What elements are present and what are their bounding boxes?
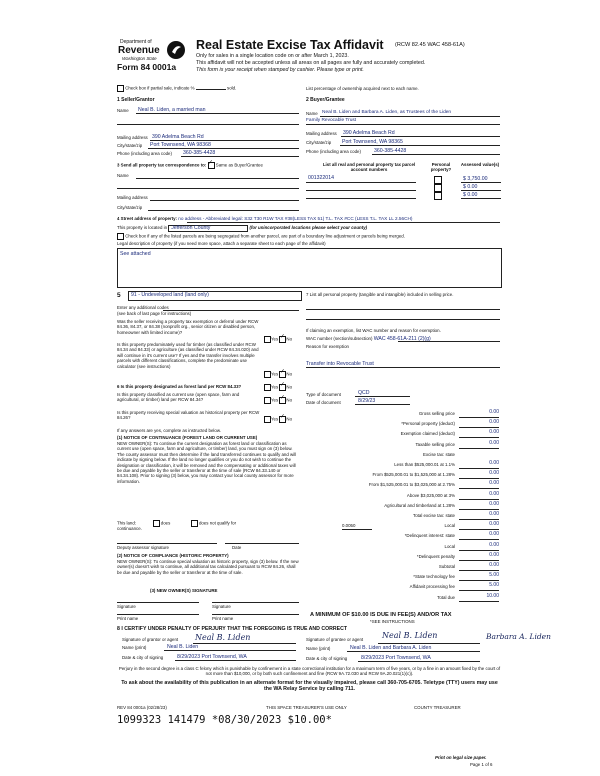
personal-property-heading: 7 List all personal property (tangible and intangible) included in selling price.	[306, 292, 454, 297]
exemption-no-checkbox[interactable]	[279, 336, 286, 343]
street-label: 4 Street address of property:	[117, 216, 178, 221]
calc-label: *Delinquent penalty	[416, 553, 455, 559]
calc-label: Agricultural and timberland at 1.28%	[384, 502, 455, 508]
segregated-checkbox[interactable]	[117, 233, 124, 240]
buyer-phone-label: Phone (including area code)	[306, 149, 361, 154]
owner-signature-label-2: Signature	[212, 604, 231, 609]
reason-field[interactable]: Transfer into Revocable Trust	[306, 361, 374, 367]
subtitle-1: Only for sales in a single location code on or after March 1, 2023.	[196, 53, 349, 59]
title-citation: (RCW 82.45 WAC 458-61A)	[395, 42, 465, 48]
list-pct-note: List percentage of ownership acquired next to each name.	[306, 86, 419, 91]
see-back-note: (see back of last page for instructions)	[117, 311, 192, 316]
wac-label: WAC number (section/subsection)	[306, 336, 373, 341]
calc-row	[306, 420, 499, 429]
forest-yes-checkbox[interactable]	[264, 384, 271, 391]
calc-row	[306, 522, 499, 531]
seller-phone-field[interactable]: 360-385-4428	[183, 150, 216, 156]
owner-print-name-label: Print name	[117, 616, 139, 621]
parcel-number-field[interactable]: 001322014	[308, 175, 334, 181]
no-label: No	[286, 397, 293, 403]
calc-row	[306, 502, 499, 511]
located-label: This property is located in	[117, 225, 168, 230]
county-treasurer-label: COUNTY TREASURER	[414, 705, 461, 710]
yes-label: Yes	[271, 371, 279, 377]
located-row	[117, 225, 367, 232]
calc-label: Above $3,025,000 at 3%	[406, 492, 455, 498]
subtitle-3: This form is your receipt when stamped by cashier. Please type or print.	[196, 67, 364, 73]
cashier-stamp: 1099323 141479 *08/30/2023 $10.00*	[117, 714, 332, 726]
street-field[interactable]: no address - Abbreviated legal: S32 T30 R1W TAX #38(LESS TAX 51) T.L. TAX #CC (LESS T.L. TAX LL 2.56CH)	[178, 216, 413, 221]
calc-label: *State technology fee	[413, 574, 455, 580]
calc-label: Total excise tax: state	[413, 513, 455, 518]
seller-city-field[interactable]: Port Townsend, WA 98368	[150, 142, 211, 148]
yes-label: Yes	[271, 397, 279, 403]
calc-value-field[interactable]: 0.00	[459, 512, 499, 520]
calc-row	[306, 594, 499, 603]
calc-label: *Personal property (deduct)	[401, 421, 455, 427]
calc-value-field[interactable]: 0.00	[459, 543, 499, 551]
current-use-yes-no	[264, 397, 292, 404]
segregated-row	[117, 233, 502, 240]
calc-row	[306, 553, 499, 562]
does-qualify-checkbox[interactable]	[153, 520, 160, 527]
print-legal-note: Print on legal size paper.	[435, 755, 487, 760]
forest-land-question: 6 Is this property designated as forest land per RCW 84.33?	[117, 384, 242, 389]
sold-label: sold.	[227, 85, 237, 91]
grantee-name-field[interactable]: Neal B. Liden and Barbara A. Liden	[350, 645, 432, 651]
timber-question: Is this property predominately used for timber (as classified under RCW 84.34 and 84.33) or agriculture (as classified under RCW 84.34.020) and will continue in it's current use? If yes and the transfer involves multiple parcels with different classifications, complete the predominate use calculator (see instructions)	[117, 342, 259, 369]
partial-sale-label: Check box if partial sale, indicate %	[125, 85, 195, 91]
buyer-city-label: City/state/zip	[306, 140, 332, 145]
page-title: Real Estate Excise Tax Affidavit	[196, 38, 384, 52]
buyer-name-field-2[interactable]: Family Revocable Trust	[306, 118, 357, 123]
no-label: No	[286, 336, 293, 342]
partial-pct-field[interactable]	[196, 89, 226, 90]
notice1-heading: (1) NOTICE OF CONTINUANCE (FOREST LAND OR CURRENT USE)	[117, 435, 258, 440]
grantor-signature[interactable]: Neal B. Liden	[195, 633, 251, 642]
calc-row	[306, 512, 499, 521]
seller-name-label: Name	[117, 108, 129, 113]
buyer-heading: 2 Buyer/Grantee	[306, 97, 345, 103]
doc-date-field[interactable]: 8/29/23	[358, 398, 376, 404]
corr-name-label: Name	[117, 173, 129, 178]
answers-yes-instr: If any answers are yes, complete as instructed below.	[117, 428, 221, 433]
calc-label: Affidavit processing fee	[409, 584, 455, 590]
parcel-col1-header: List all real and personal property tax parcel account numbers	[322, 162, 416, 173]
calc-row	[306, 563, 499, 572]
alt-format-note: To ask about the availability of this publication in an alternate format for the visually impaired, please call 360-705-6705. Teletype (TTY) users may use the WA Relay Service by calling 711.	[121, 680, 498, 692]
calc-label: From $525,000.01 to $1,525,000 at 1.28%	[372, 472, 455, 478]
calc-label: Local	[444, 523, 455, 529]
grantee-date-label: Date & city of signing	[306, 656, 348, 661]
exemption-yes-no	[264, 336, 292, 343]
same-as-buyer-label: Same as Buyer/Grantee	[215, 162, 263, 168]
grantee-date-field[interactable]: 8/29/2023 Port Townsend, WA	[361, 655, 431, 661]
assessed-value-field[interactable]: $ 3,750.00	[463, 176, 488, 182]
buyer-name-label: Name	[306, 111, 318, 116]
does-label: does	[160, 520, 171, 526]
calc-row	[306, 461, 499, 470]
personal-property-checkbox[interactable]	[434, 176, 442, 184]
timber-yes-no	[264, 371, 292, 378]
calc-row	[306, 543, 499, 552]
notice2-heading: (2) NOTICE OF COMPLIANCE (HISTORIC PROPERTY)	[117, 553, 229, 558]
local-rate-field[interactable]: 0.0050	[342, 523, 372, 529]
calc-value-field[interactable]: 0.00	[459, 471, 499, 479]
calc-value-field[interactable]: 0.00	[459, 430, 499, 438]
exemption-yes-checkbox[interactable]	[264, 336, 271, 343]
calc-value-field[interactable]: 10.00	[459, 594, 499, 602]
seller-mailing-field[interactable]: 390 Adelma Beach Rd	[152, 134, 204, 140]
historic-question: Is this property receiving special valuation as historical property per RCW 84.26?	[117, 410, 260, 421]
segregated-label: Check box if any of the listed parcels are being segregated from another parcel, are part of a boundary line adjustment or parcels being merged.	[125, 233, 405, 239]
legal-label: Legal description of property (if you need more space, attach a separate sheet to each page of the affidavit)	[117, 241, 326, 246]
calc-label: Exemption claimed (deduct)	[400, 431, 455, 437]
yes-label: Yes	[271, 416, 279, 422]
calc-label: *Delinquent interest: state	[404, 533, 455, 539]
grantor-date-label: Date & city of signing	[122, 655, 164, 660]
exemption-claim-label: If claiming an exemption, list WAC number and reason for exemption.	[306, 328, 441, 333]
historic-yes-checkbox[interactable]	[264, 416, 271, 423]
calc-row	[306, 583, 499, 592]
current-use-no-checkbox[interactable]	[279, 397, 286, 404]
no-label: No	[286, 384, 293, 390]
calc-label: Less than $525,000.01 at 1.1%	[394, 462, 455, 467]
current-use-yes-checkbox[interactable]	[264, 397, 271, 404]
this-land-label: This land:	[117, 520, 137, 526]
doc-type-label: Type of document	[306, 392, 341, 397]
calc-value-field[interactable]: 5.00	[459, 583, 499, 591]
see-instructions-note: *SEE INSTRUCTIONS	[370, 619, 415, 624]
buyer-mailing-label: Mailing address	[306, 131, 337, 136]
revision-label: REV 84 0001a (02/28/23)	[117, 705, 167, 710]
grantor-name-field[interactable]: Neal B. Liden	[167, 644, 199, 650]
dept-line2: Revenue	[118, 45, 160, 56]
calc-label: Total due	[437, 594, 455, 600]
assessed-value-field[interactable]: $ 0.00	[463, 184, 478, 190]
corr-mailing-label: Mailing address	[117, 195, 148, 200]
calc-row	[306, 441, 499, 450]
legal-description-box[interactable]	[117, 248, 502, 288]
calc-row	[306, 481, 499, 490]
correspondence-row	[117, 162, 263, 169]
calc-label: Excise tax: state	[423, 451, 455, 457]
notice2-body: NEW OWNER(S): To continue special valuation as historic property, sign (3) below. If the new owner(s) doesn't wish to continue, all additional tax calculated pursuant to RCW 84.26, shall be due and payable by the seller or transferor at the time of sale.	[117, 559, 299, 575]
calc-value-field[interactable]: 0.00	[459, 563, 499, 571]
notice1-body: NEW OWNER(S): To continue the current designation as forest land or classification as current use (open space, farm and agriculture, or timber) land, you must sign on (3) below. The county assessor must then determine if the land transferred continues to qualify and will indicate by signing below. If the land no longer qualifies or you do not wish to continue the designation or classification, it will be removed and the compensating or additional taxes will be due and payable by the seller or transferor at the time of sale (RCW 84.33.140 or 84.34.108). Prior to signing (3) below, you may contact your local county assessor for more information.	[117, 441, 297, 484]
forest-no-checkbox[interactable]	[279, 384, 286, 391]
personal-property-checkbox[interactable]	[434, 192, 442, 200]
parcel-col2-header: Personal property?	[430, 162, 452, 173]
no-label: No	[286, 416, 293, 422]
certify-heading: 8 I CERTIFY UNDER PENALTY OF PERJURY THAT THE FOREGOING IS TRUE AND CORRECT	[117, 626, 347, 632]
calc-value-field[interactable]: 0.00	[459, 461, 499, 469]
deputy-sig-label: Deputy assessor signature	[117, 545, 169, 550]
calc-row	[306, 410, 499, 419]
doc-type-field[interactable]: QCD	[358, 390, 370, 396]
page-number: Page 1 of 6	[470, 762, 493, 767]
seller-phone-label: Phone (including area code)	[117, 151, 172, 156]
calc-value-field[interactable]: 0.00	[459, 441, 499, 449]
legal-description-text: See attached	[120, 251, 151, 257]
calc-row	[306, 471, 499, 480]
calc-label: From $1,525,000.01 to $3,025,000 at 2.75%	[368, 482, 455, 488]
minimum-due-note: A MINIMUM OF $10.00 IS DUE IN FEE(S) AND/OR TAX	[310, 612, 452, 618]
historic-yes-no	[264, 416, 292, 423]
grantee-sig-label: Signature of grantee or agent	[306, 637, 364, 642]
subtitle-2: This affidavit will not be accepted unless all areas on all pages are fully and accurately completed.	[196, 60, 426, 66]
buyer-mailing-field[interactable]: 390 Adelma Beach Rd	[343, 130, 395, 136]
form-number: Form 84 0001a	[117, 62, 177, 72]
calc-row	[306, 451, 499, 460]
grantee-signature-2[interactable]: Barbara A. Liden	[486, 632, 551, 641]
calc-value-field[interactable]: 0.00	[459, 502, 499, 510]
calc-row	[306, 430, 499, 439]
dept-line1: Department of	[120, 39, 152, 45]
seller-city-label: City/state/zip	[117, 143, 143, 148]
dor-logo	[118, 40, 188, 80]
wac-field[interactable]: WAC 458-61A-211 (2)(g)	[373, 336, 431, 342]
corr-city-label: City/state/zip	[117, 205, 143, 210]
grantee-name-label: Name (print)	[306, 646, 331, 651]
grantor-sig-label: Signature of grantor or agent	[122, 637, 179, 642]
owner-signature-label: Signature	[117, 604, 136, 609]
buyer-name-field[interactable]: Neal B. Liden and Barbara A. Liden, as Trustees of the Liden	[322, 110, 452, 115]
yes-label: Yes	[271, 336, 279, 342]
no-label: No	[286, 371, 293, 377]
calc-value-field[interactable]: 0.00	[459, 410, 499, 418]
calc-value-field[interactable]: 0.00	[459, 522, 499, 530]
grantor-date-field[interactable]: 8/29/2023 Port Townsend, WA	[177, 654, 247, 660]
calc-label: Local	[444, 543, 455, 549]
timber-no-checkbox[interactable]	[279, 371, 286, 378]
calc-value-field[interactable]: 0.00	[459, 481, 499, 489]
seller-name-field[interactable]: Neal B. Liden, a married man	[138, 107, 206, 113]
additional-codes-label: Enter any additional codes	[117, 305, 169, 310]
owner-print-name-label-2: Print name	[212, 616, 234, 621]
current-use-question: Is this property classified as current use (open space, farm and agricultural, or timber) land per RCW 84.34?	[117, 392, 240, 403]
historic-no-checkbox[interactable]	[279, 416, 286, 423]
correspondence-heading: 3 Send all property tax correspondence to:	[117, 162, 207, 168]
calc-row	[306, 573, 499, 582]
land-use-select[interactable]: 91 - Undeveloped land (land only)	[128, 291, 302, 301]
calc-value-field[interactable]: 0.00	[459, 420, 499, 428]
unincorporated-note: (for unincorporated locations please select your county)	[249, 225, 368, 230]
exemption-question: Was the seller receiving a property tax exemption or deferral under RCW 84.36, 84.37, or 84.38 (nonprofit org., senior citizen or disabled person, homeowner with limited income)?	[117, 319, 259, 335]
calc-value-field[interactable]: 0.00	[459, 492, 499, 500]
partial-sale-row	[117, 85, 236, 92]
calc-value-field[interactable]: 5.00	[459, 573, 499, 581]
grantee-signature[interactable]: Neal B. Liden	[382, 631, 438, 640]
doc-date-label: Date of document	[306, 400, 341, 405]
section5-number: 5	[117, 292, 121, 299]
perjury-note: Perjury in the second degree is a class C felony which is punishable by confinement in a state correctional institution for a maximum term of five years, or by a fine in an amount fixed by the court of not more than $10,000, or by both such confinement and fine (RCW 9A.72.030 and RCW 9A.20.021(1)(c)).	[118, 666, 501, 677]
dept-line3: Washington State	[122, 56, 157, 61]
deputy-date-label: Date	[232, 545, 242, 550]
same-as-buyer-checkbox[interactable]	[208, 162, 215, 169]
does-not-label: does not qualify for	[198, 520, 237, 526]
forest-yes-no	[264, 384, 292, 391]
assessed-value-field[interactable]: $ 0.00	[463, 192, 478, 198]
treasurer-only-label: THIS SPACE TREASURER'S USE ONLY	[266, 705, 347, 710]
street-row	[117, 216, 412, 221]
calc-label: Taxable selling price	[415, 441, 455, 447]
partial-sale-checkbox[interactable]	[117, 85, 124, 92]
calc-label: Subtotal	[438, 564, 455, 569]
calc-row	[306, 532, 499, 541]
personal-property-checkbox[interactable]	[434, 184, 442, 192]
does-not-qualify-checkbox[interactable]	[191, 520, 198, 527]
calc-value-field[interactable]: 0.00	[459, 532, 499, 540]
seller-heading: 1 Seller/Grantor	[117, 97, 155, 103]
timber-yes-checkbox[interactable]	[264, 371, 271, 378]
county-select[interactable]: Jefferson County	[168, 225, 248, 232]
new-owner-sig-heading: (3) NEW OWNER(S) SIGNATURE	[150, 588, 218, 593]
continuance-label: continuance.	[117, 526, 142, 531]
parcel-col3-header: Assessed value(s)	[460, 162, 500, 167]
seller-mailing-label: Mailing address	[117, 135, 148, 140]
reason-label: Reason for exemption	[306, 344, 349, 349]
calc-label: Gross selling price	[418, 411, 455, 416]
buyer-phone-field[interactable]: 360-385-4428	[374, 148, 407, 154]
buyer-city-field[interactable]: Port Townsend, WA 98365	[342, 139, 403, 145]
dor-swoosh-icon	[166, 40, 186, 60]
grantor-name-label: Name (print)	[122, 645, 147, 650]
calc-row	[306, 492, 499, 501]
yes-label: Yes	[271, 384, 279, 390]
calc-value-field[interactable]: 0.00	[459, 553, 499, 561]
